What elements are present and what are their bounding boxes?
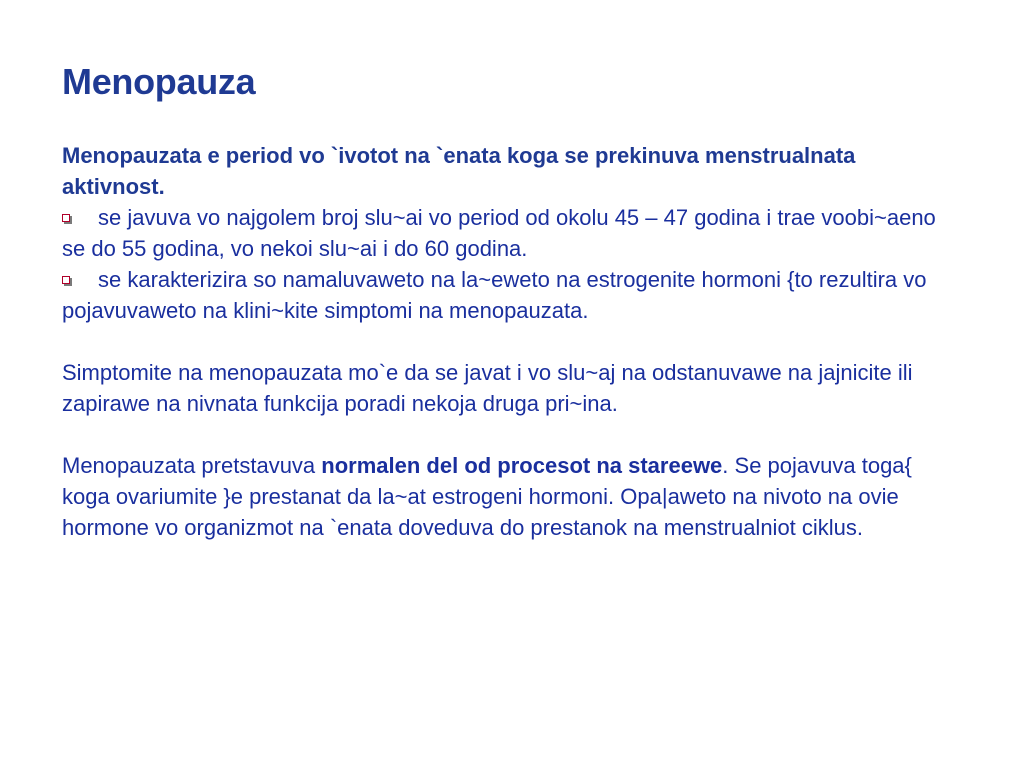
paragraph-gap [62, 326, 962, 357]
slide-body [62, 140, 962, 543]
slide-title: Menopauza [62, 61, 256, 102]
bullet-text-1: se javuva vo najgolem broj slu~ai vo period od okolu 45 – 47 godina i trae voobi~aeno se do 55 godina, vo nekoi slu~ai i do 60 godina. [62, 205, 936, 261]
aging-paragraph-rest: . Se pojavuva toga{ koga ovariumite }e prestanat da la~at estrogeni hormoni. Opa|aweto na nivoto na ovie hormone vo organizmot na `enata doveduva do prestanok na menstrualniot ciklus. [62, 453, 912, 540]
aging-paragraph-emphasis: normalen del od procesot na stareewe [321, 453, 723, 478]
bullet-text-2: se karakterizira so namaluvaweto na la~eweto na estrogenite hormoni {to rezultira vo pojavuvaweto na klini~kite simptomi na menopauzata. [62, 267, 927, 323]
symptoms-paragraph: Simptomite na menopauzata mo`e da se javat i vo slu~aj na odstanuvawe na jajnicite ili zapirawe na nivnata funkcija poradi nekoja druga pri~ina. [62, 360, 913, 416]
aging-paragraph-intro: Menopauzata pretstavuva [62, 453, 322, 478]
paragraph-gap [62, 419, 962, 450]
lead-statement: Menopauzata e period vo `ivotot na `enata koga se prekinuva menstrualnata aktivnost. [62, 143, 856, 199]
hollow-square-bullet-icon [62, 214, 72, 224]
aging-paragraph [62, 450, 962, 543]
hollow-square-bullet-icon [62, 276, 72, 286]
bullet-item-1 [62, 202, 962, 264]
bullet-item-2 [62, 264, 962, 326]
